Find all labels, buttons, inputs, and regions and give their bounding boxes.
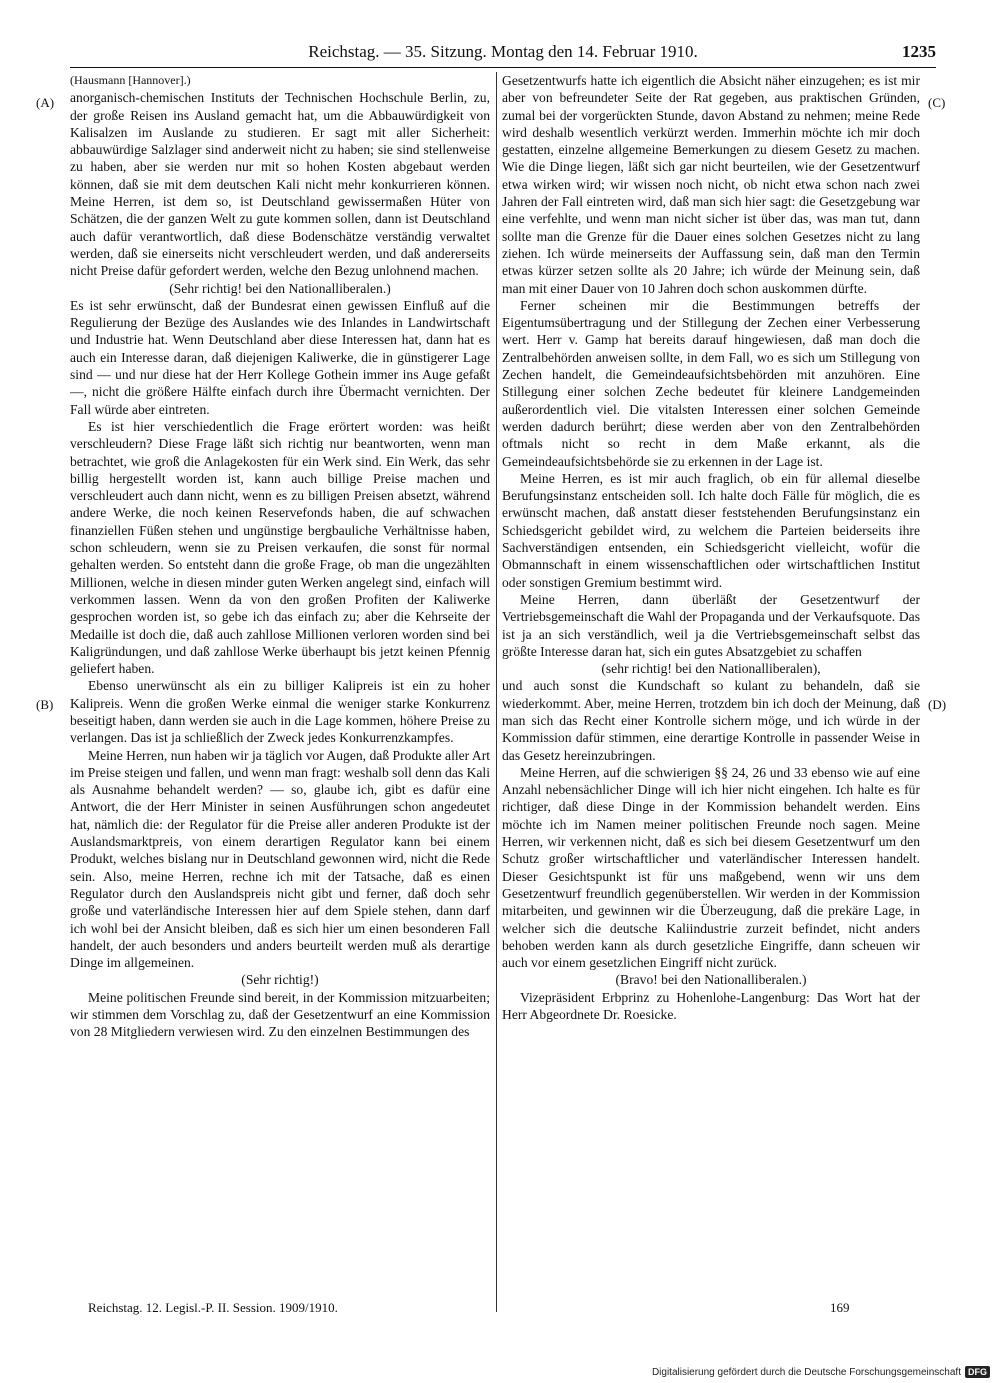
footer-session-info: Reichstag. 12. Legisl.-P. II. Session. 1909/1910. xyxy=(88,1300,338,1315)
paragraph: und auch sonst die Kundschaft so kulant zu behandeln, daß sie wiederkommt. Aber, meine Herren, trotzdem bin ich doch der Meinung, daß man sich das Recht einer Kontrolle sichern möge, und ich würde in der Kommission dafür stimmen, eine derartige Kontrolle in passender Weise in das Gesetz hereinzubringen. xyxy=(502,678,920,763)
interjection: (Sehr richtig! bei den Nationalliberalen.) xyxy=(169,280,391,296)
dfg-funding-note xyxy=(652,1366,990,1378)
paragraph: Meine Herren, nun haben wir ja täglich vor Augen, daß Produkte aller Art im Preise steigen und fallen, und wenn man fragt: weshalb soll denn das Kali als Ausnahme behandelt werden? — so, glaube ich, gibt es dafür eine Antwort, die der Herr Minister in seinen Ausführungen schon angedeutet hat, nämlich die: der Regulator für die Preise aller anderen Produkte ist der Auslandsmarktpreis, von einem derartigen Regulator kann bei einem Produkt, welches bislang nur in Deutschland gewonnen wird, nicht die Rede sein. Also, meine Herren, rechne ich mit der Tatsache, daß es einen Regulator durch den Auslandspreis nicht gibt und ferner, daß doch sehr große und vaterländische Interessen hier auf dem Spiele stehen, dann darf ich wohl bei der Ansicht bleiben, daß es sich hier um einen besonderen Fall handelt, der auch besonders und anders beurteilt werden muß als derartige Dinge im allgemeinen. xyxy=(70,747,490,971)
right-column xyxy=(502,72,920,1302)
margin-marker-d: (D) xyxy=(928,697,947,712)
page-header xyxy=(70,38,936,68)
paragraph: Es ist sehr erwünscht, daß der Bundesrat einen gewissen Einfluß auf die Regulierung der Bezüge des Auslandes wie des Inlandes in Landwirtschaft und Industrie hat. Wenn Deutschland aber diese Interessen hat, dann hat es auch ein Interesse daran, daß diejenigen Kaliwerke, die in günstigerer Lage sind — und nur diese hat der Herr Kollege Gothein immer ins Auge gefaßt —, nicht die größere Hälfte einfach durch ihre Übermacht vernichten. Der Fall würde aber eintreten. xyxy=(70,297,490,417)
paragraph: Meine Herren, auf die schwierigen §§ 24, 26 und 33 ebenso wie auf eine Anzahl nebensächlicher Dinge will ich hier nicht eingehen. Ich halte es für richtiger, daß diese Dinge in der Kommission behandelt werden. Eins möchte ich im Namen meiner politischen Freunde noch sagen. Meine Herren, wir verkennen nicht, daß es sich bei diesem Gesetzentwurf um den Schutz großer wirtschaftlicher und vaterländischer Interessen handelt. Dieser Gesichtspunkt ist für uns maßgebend, wenn wir uns dem Gesetzentwurf freundlich gegenüberstellen. Wir werden in der Kommission mitarbeiten, und gewinnen wir die Überzeugung, daß die prekäre Lage, in welcher sich die deutsche Kaliindustrie zurzeit befindet, nicht anders behoben werden kann als durch gesetzliche Eingriffe, dann scheuen wir auch vor einem gesetzlichen Eingriff nicht zurück. xyxy=(502,764,920,971)
dfg-note-text: Digitalisierung gefördert durch die Deutsche Forschungsgemeinschaft xyxy=(651,1366,961,1378)
dfg-logo-icon: DFG xyxy=(965,1366,990,1378)
interjection: (sehr richtig! bei den Nationalliberalen), xyxy=(601,661,821,677)
margin-marker-a: (A) xyxy=(36,95,55,110)
paragraph: Meine Herren, es ist mir auch fraglich, ob ein für allemal dieselbe Berufungsinstanz entscheiden soll. Ich halte doch Fälle für möglich, die es erwünscht machen, daß anstatt dieser feststehenden Berufungsinstanz ein Schiedsgericht gebildet wird, zu welchem die Parteien beiderseits ihre Sachverständigen entsenden, ein Schiedsgericht vielleicht, wofür die Obmannschaft in einem wissenschaftlichen oder wirtschaftlichen Institut oder sonstigen Gremium bestimmt wird. xyxy=(502,470,920,590)
speaker-announcement: Vizepräsident Erbprinz zu Hohenlohe-Langenburg: Das Wort hat der Herr Abgeordnete Dr. Roesicke. xyxy=(502,989,920,1023)
margin-marker-c: (C) xyxy=(928,95,946,110)
column-divider xyxy=(496,72,497,1312)
footer-sheet-number: 169 xyxy=(830,1300,850,1315)
paragraph: Ebenso unerwünscht als ein zu billiger Kalipreis ist ein zu hoher Kalipreis. Wenn die großen Werke einmal die weniger starke Konkurrenz beseitigt haben, dann werden sie auch in die Lage kommen, höhere Preise zu verlangen. Das ist ja schließlich der Zweck jedes Konkurrenzkampfes. xyxy=(70,678,490,746)
margin-marker-b: (B) xyxy=(36,697,54,712)
page-title: Reichstag. — 35. Sitzung. Montag den 14. Februar 1910. xyxy=(308,42,698,61)
paragraph: Meine Herren, dann überläßt der Gesetzentwurf der Vertriebsgemeinschaft die Wahl der Propaganda und der Verkaufsquote. Das ist ja an sich verständlich, weil ja die Vertriebsgemeinschaft selbst das größte Interesse daran hat, sich ein gutes Absatzgebiet zu schaffen xyxy=(502,591,920,659)
paragraph: Es ist hier verschiedentlich die Frage erörtert worden: was heißt verschleudern? Diese Frage läßt sich richtig nur beantworten, wenn man betrachtet, wie groß die Anlagekosten für ein Werk sind. Ein Werk, das sehr billig hergestellt worden ist, kann auch billige Preise machen und verschleudert auch dann nicht, wenn es zu billigen Preisen absetzt, während andere Werke, die noch keinen Reservefonds haben, die auf schwachen finanziellen Füßen stehen und ungünstige bergbauliche Verhältnisse haben, schon schleudern, wenn sie zu Preisen verkaufen, die sonst für normal gehalten werden. So entsteht dann die große Frage, ob man die ungezählten Millionen, welche in diesen minder guten Werken angelegt sind, einfach will verkommen lassen. Wenn da von den großen Profiten der Kaliwerke gesprochen worden ist, so gebe ich das einfach zu; aber die Kehrseite der Medaille ist doch die, daß auch zahllose Millionen verloren worden sind bei Kaligründungen, und daß zahllose Werke überhaupt bis jetzt keinen Pfennig geliefert haben. xyxy=(70,418,490,677)
interjection: (Sehr richtig!) xyxy=(241,972,319,988)
speaker-tag: (Hausmann [Hannover].) xyxy=(70,73,191,87)
interjection: (Bravo! bei den Nationalliberalen.) xyxy=(615,972,807,988)
paragraph: Gesetzentwurfs hatte ich eigentlich die Absicht näher einzugehen; es ist mir aber von befreundeter Seite der Rat gegeben, aus praktischen Gründen, zumal bei der vorgerückten Stunde, davon Abstand zu nehmen; meine Rede wird deshalb wesentlich verkürzt werden. Immerhin möchte ich mir doch gestatten, einzelne allgemeine Bemerkungen zu diesem Gesetz zu machen. Wie die Dinge liegen, läßt sich gar nicht beurteilen, wie der Gesetzentwurf etwa wirken wird; wir wissen noch nicht, ob nicht etwa schon nach zwei Jahren der Fall eintreten wird, daß man sich hier sagt: die Gesetzgebung war eine verfehlte, und wenn man nicht sicher ist über das, was man tut, dann sollte man die Grenze für die Dauer eines solchen Gesetzes nicht zu lang ziehen. Ich würde meinerseits der Auffassung sein, daß man den Termin etwas kürzer setzen sollte als 20 Jahre; ich würde der Meinung sein, daß man mit einer Dauer von 10 Jahren doch schon auskommen dürfte. xyxy=(502,73,920,296)
paragraph: anorganisch-chemischen Instituts der Technischen Hochschule Berlin, zu, der große Reisen ins Ausland gemacht hat, um die Abbauwürdigkeit von Kalisalzen im Auslande zu studieren. Er sagt mit aller Sicherheit: abbauwürdige Salzlager sind anderweit nicht zu haben; sie sind stellenweise zu haben, aber sie werden nur mit so hohen Kosten abgebaut werden können, daß sie mit dem deutschen Kali nicht mehr konkurrieren können. Meine Herren, ist dem so, ist Deutschland gewissermaßen Hüter von Schätzen, die der ganzen Welt zu gute kommen sollen, dann ist Deutschland auch dafür verantwortlich, daß diese Bodenschätze verständig verwaltet werden, daß sie einerseits nicht verschleudert werden, und daß andererseits nicht Preise dafür gefordert werden, welche den Bezug unlohnend machen. xyxy=(70,90,490,279)
paragraph: Meine politischen Freunde sind bereit, in der Kommission mitzuarbeiten; wir stimmen dem Vorschlag zu, daß der Gesetzentwurf an eine Kommission von 28 Mitgliedern verwiesen wird. Zu den einzelnen Bestimmungen des xyxy=(70,989,490,1040)
paragraph: Ferner scheinen mir die Bestimmungen betreffs der Eigentumsübertragung und der Stillegung der Zechen einer Verbesserung wert. Herr v. Gamp hat bereits darauf hingewiesen, daß man doch die Zentralbehörden anweisen sollte, in dem Fall, wo es sich um Stillegung von Zechen handelt, die Gemeindeaufsichtsbehörden mit anzuhören. Eine Stillegung einer solchen Zeche bedeutet für kleinere Landgemeinden außerordentlich viel. Die vitalsten Interessen einer solchen Gemeinde werden dadurch berührt; diese werden aber von den Zentralbehörden oftmals nicht so recht in dem Maße erkannt, als die Gemeindeaufsichtsbehörde sie zu erkennen in der Lage ist. xyxy=(502,297,920,469)
left-column xyxy=(70,72,490,1302)
page-number: 1235 xyxy=(902,42,936,61)
header-rule xyxy=(70,67,936,68)
